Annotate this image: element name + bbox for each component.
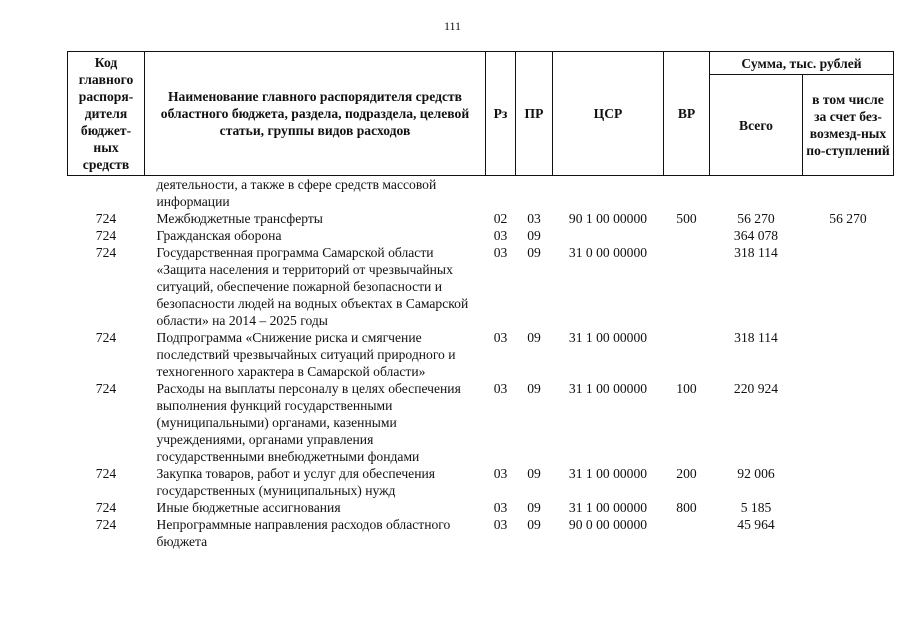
cell-pr: 09 xyxy=(527,330,541,345)
table-row xyxy=(68,244,894,329)
header-rz: Рз xyxy=(486,52,516,176)
cell-gratuitous xyxy=(803,227,894,244)
cell-code: 724 xyxy=(95,330,117,345)
cell-pr xyxy=(516,176,553,211)
table-row xyxy=(68,516,894,550)
cell-rz: 03 xyxy=(493,381,508,396)
cell-rz xyxy=(486,176,516,211)
cell-vr xyxy=(664,227,710,244)
cell-rz: 03 xyxy=(493,466,508,481)
budget-table xyxy=(67,51,894,550)
cell-vr xyxy=(664,176,710,211)
cell-pr: 09 xyxy=(527,466,541,481)
cell-pr: 03 xyxy=(527,211,541,226)
cell-name: Подпрограмма «Снижение риска и смягчение последствий чрезвычайных ситуаций природного и техногенного характера в Самарской области» xyxy=(156,330,456,379)
table-row xyxy=(68,210,894,227)
table-row xyxy=(68,329,894,380)
table-header xyxy=(68,52,894,176)
cell-vr: 800 xyxy=(676,500,697,515)
cell-csr: 31 1 00 00000 xyxy=(568,330,648,345)
cell-name: Иные бюджетные ассигнования xyxy=(156,500,341,515)
cell-code: 724 xyxy=(95,466,117,481)
cell-gratuitous xyxy=(803,244,894,329)
cell-total: 56 270 xyxy=(737,211,775,226)
cell-gratuitous xyxy=(803,499,894,516)
cell-gratuitous xyxy=(803,516,894,550)
header-csr: ЦСР xyxy=(553,52,664,176)
cell-vr xyxy=(664,244,710,329)
cell-vr xyxy=(664,329,710,380)
cell-pr: 09 xyxy=(527,517,541,532)
cell-name: Гражданская оборона xyxy=(156,228,282,243)
cell-rz: 03 xyxy=(493,228,508,243)
cell-vr: 500 xyxy=(676,211,697,226)
cell-pr: 09 xyxy=(527,500,541,515)
cell-total: 5 185 xyxy=(740,500,772,515)
cell-csr: 31 0 00 00000 xyxy=(568,245,648,260)
header-code: Код главного распоря-дителя бюджет-ных средств xyxy=(68,52,145,176)
cell-code: 724 xyxy=(95,381,117,396)
header-sum: Сумма, тыс. рублей xyxy=(710,52,894,75)
cell-code: 724 xyxy=(95,500,117,515)
cell-pr: 09 xyxy=(527,228,541,243)
cell-code: 724 xyxy=(95,517,117,532)
table-row xyxy=(68,176,894,211)
cell-total: 364 078 xyxy=(733,228,779,243)
cell-vr: 200 xyxy=(676,466,697,481)
cell-rz: 03 xyxy=(493,330,508,345)
table-row xyxy=(68,227,894,244)
table-row xyxy=(68,380,894,465)
cell-gratuitous xyxy=(803,329,894,380)
cell-name: Расходы на выплаты персоналу в целях обеспечения выполнения функций государственными (муниципальными) органами, казенными учреждениями, органами управления государственными внебюджетными фондами xyxy=(156,381,461,464)
cell-csr: 31 1 00 00000 xyxy=(568,466,648,481)
cell-total: 318 114 xyxy=(734,245,778,260)
cell-rz: 03 xyxy=(493,245,508,260)
cell-gratuitous xyxy=(803,176,894,211)
cell-pr: 09 xyxy=(527,245,541,260)
cell-pr: 09 xyxy=(527,381,541,396)
cell-csr: 31 1 00 00000 xyxy=(568,500,648,515)
table-row xyxy=(68,499,894,516)
cell-total: 45 964 xyxy=(737,517,775,532)
table-row xyxy=(68,465,894,499)
cell-total: 92 006 xyxy=(737,466,775,481)
cell-code: 724 xyxy=(95,211,117,226)
cell-vr xyxy=(664,516,710,550)
cell-code: 724 xyxy=(95,228,117,243)
cell-gratuitous xyxy=(803,380,894,465)
page-number: 111 xyxy=(443,19,462,33)
cell-csr: 31 1 00 00000 xyxy=(568,381,648,396)
cell-total: 220 924 xyxy=(733,381,779,396)
cell-rz: 02 xyxy=(493,211,508,226)
cell-gratuitous xyxy=(803,465,894,499)
cell-gratuitous: 56 270 xyxy=(829,211,867,226)
header-vr: ВР xyxy=(664,52,710,176)
cell-csr: 90 1 00 00000 xyxy=(568,211,648,226)
cell-code: 724 xyxy=(95,245,117,260)
cell-code xyxy=(68,176,145,211)
cell-name: Межбюджетные трансферты xyxy=(156,211,323,226)
header-total: Всего xyxy=(710,75,803,176)
header-gratuitous: в том числе за счет без-возмезд-ных по-ступлений xyxy=(803,75,894,176)
table-body xyxy=(68,176,894,551)
cell-name: Государственная программа Самарской области «Защита населения и территорий от чрезвычайных ситуаций, обеспечение пожарной безопасности и безопасности людей на водных объектах в Самарской области» на 2014 – 2025 годы xyxy=(156,245,469,328)
cell-vr: 100 xyxy=(676,381,697,396)
cell-name: Непрограммные направления расходов областного бюджета xyxy=(156,517,451,549)
cell-name: Закупка товаров, работ и услуг для обеспечения государственных (муниципальных) нужд xyxy=(156,466,435,498)
header-pr: ПР xyxy=(516,52,553,176)
cell-csr xyxy=(553,227,664,244)
cell-total: 318 114 xyxy=(734,330,778,345)
cell-name: деятельности, а также в сфере средств массовой информации xyxy=(156,177,437,209)
cell-rz: 03 xyxy=(493,500,508,515)
header-name: Наименование главного распорядителя средств областного бюджета, раздела, подраздела, целевой статьи, группы видов расходов xyxy=(145,52,486,176)
cell-csr: 90 0 00 00000 xyxy=(568,517,648,532)
cell-total xyxy=(710,176,803,211)
cell-csr xyxy=(553,176,664,211)
cell-rz: 03 xyxy=(493,517,508,532)
